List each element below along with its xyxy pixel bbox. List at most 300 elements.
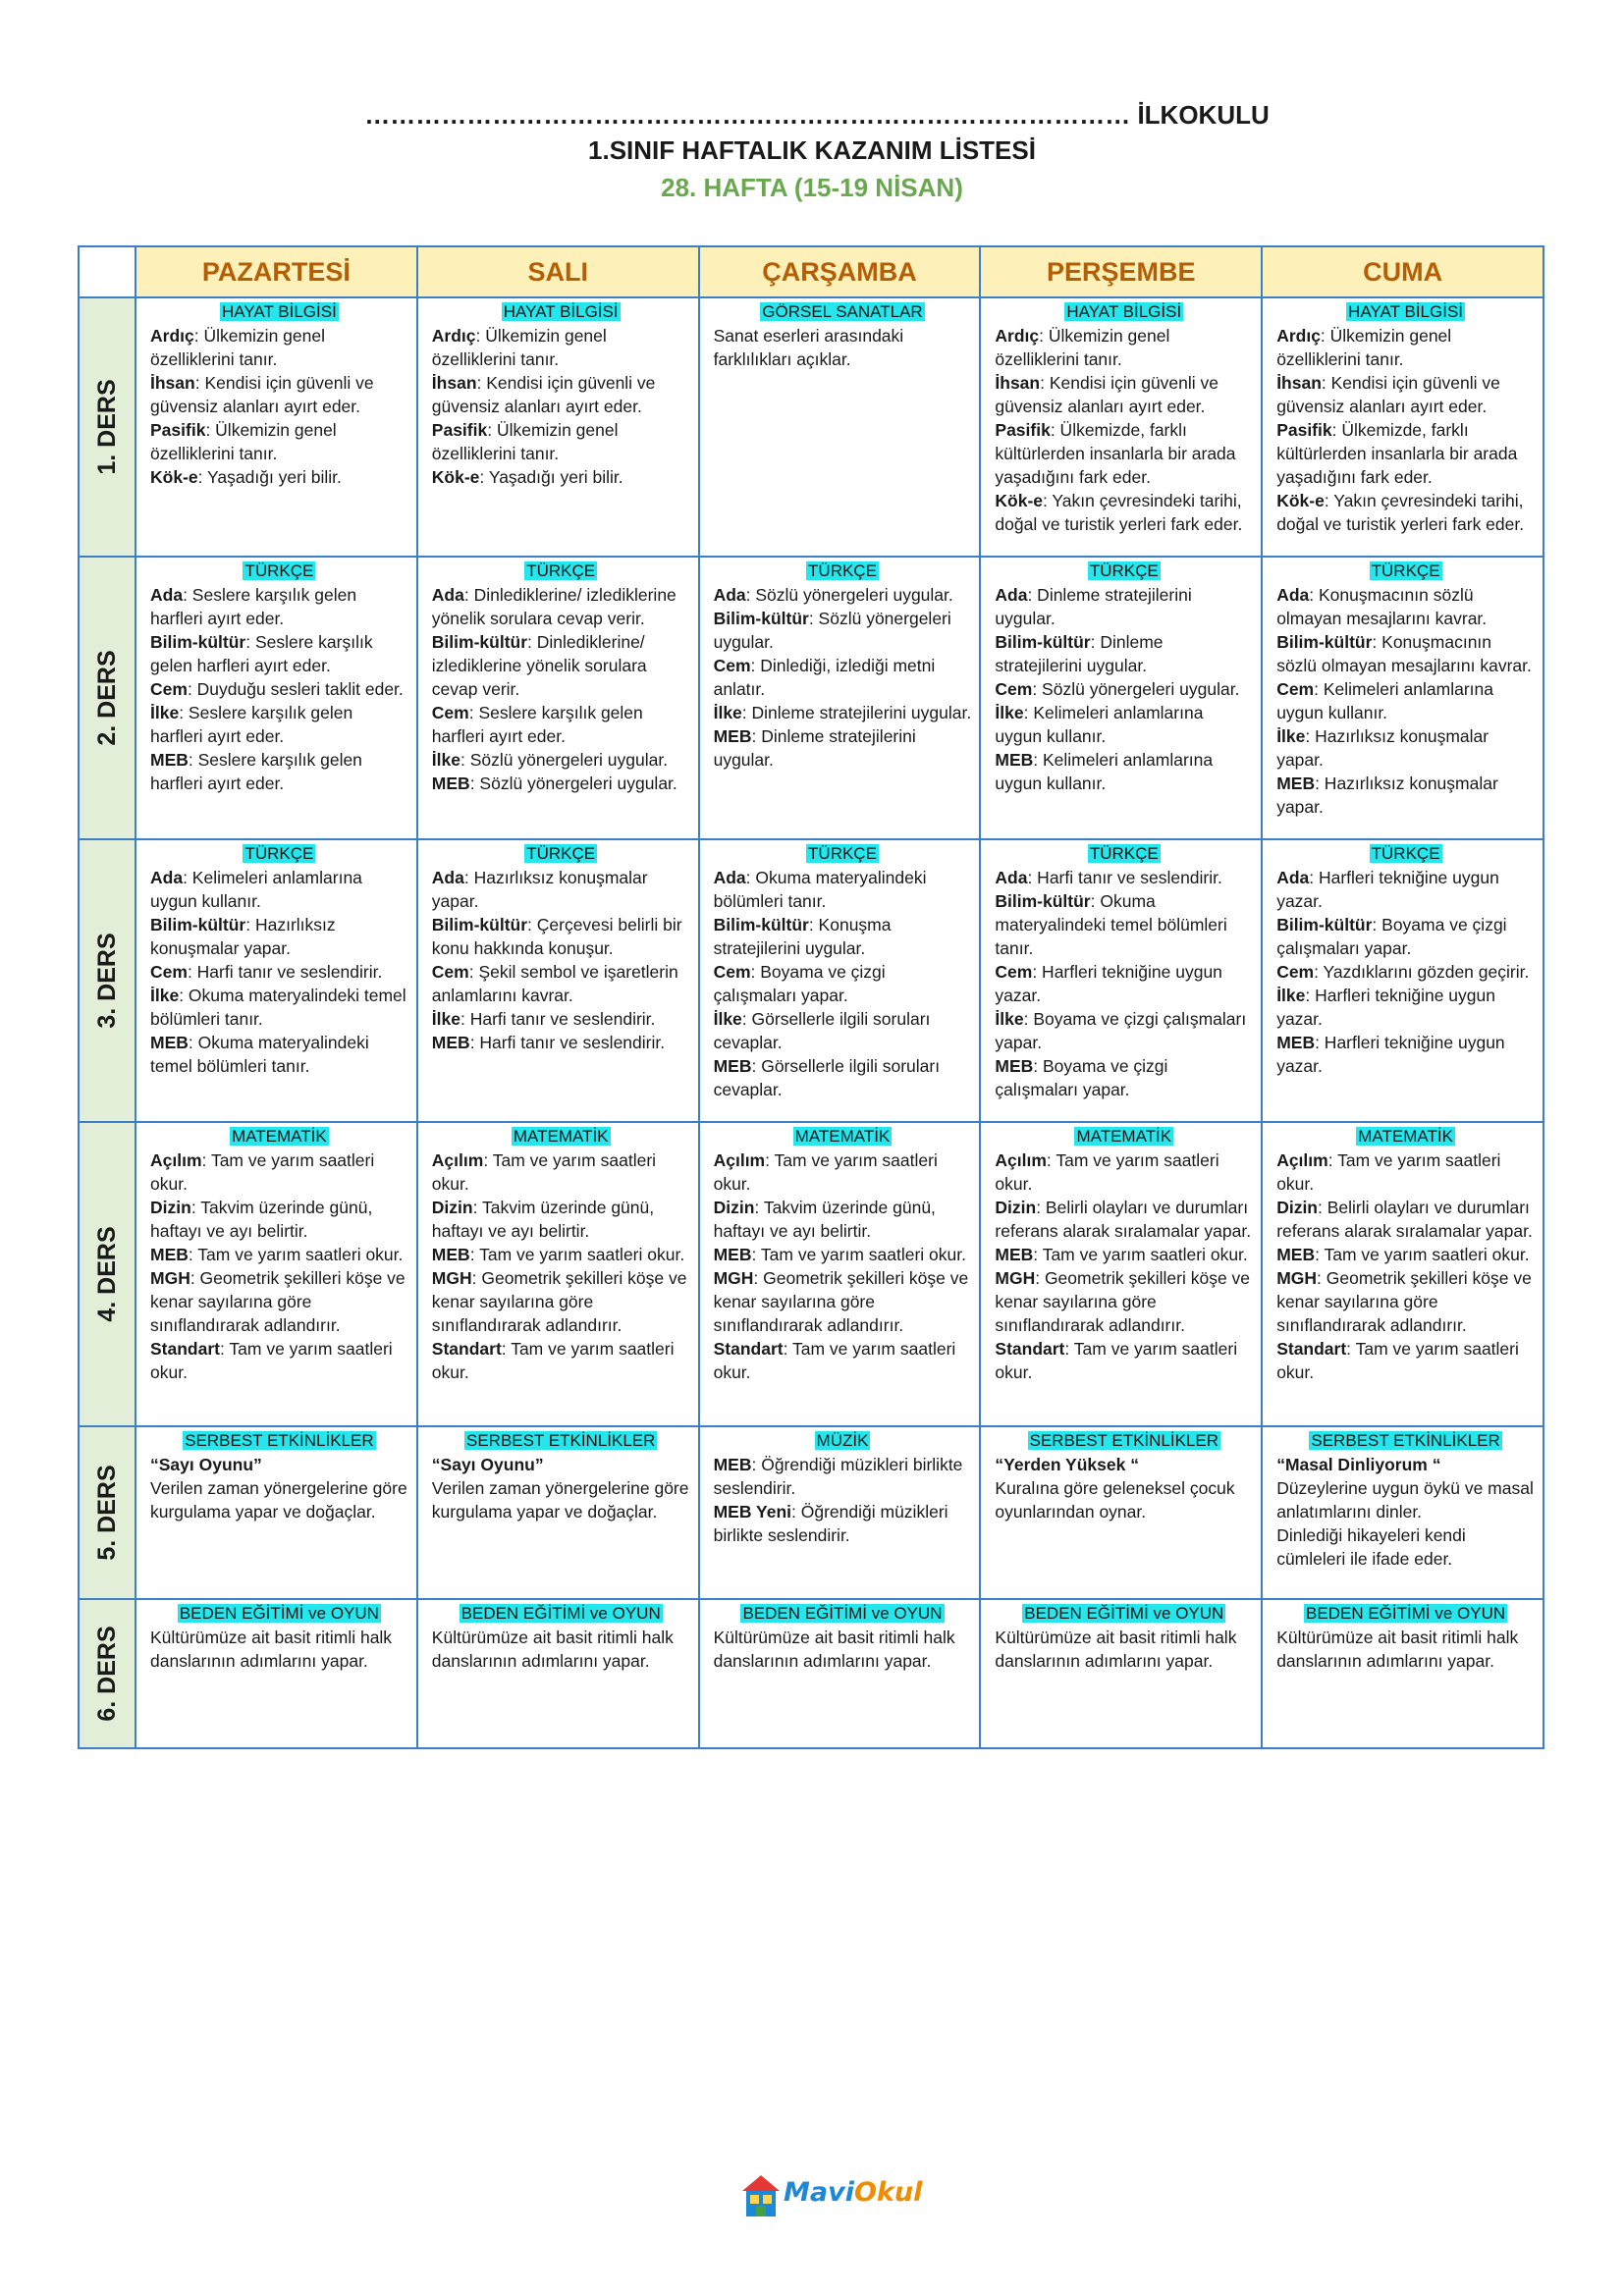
subject-label [432,300,690,323]
publisher-key: Ada [1276,585,1310,605]
outcome-text: : Hazırlıksız konuşmalar yapar. [431,868,648,911]
outcome-text: : Kelimeleri anlamlarına uygun kullanır. [995,750,1214,793]
lesson-cell [417,557,699,839]
subject-highlight: TÜRKÇE [526,844,596,863]
outcome-text: : Dinlediği, izlediği metni anlatır. [713,656,936,699]
outcome-line [432,701,690,748]
outcome-text: : Görsellerle ilgili soruları cevaplar. [713,1009,931,1052]
lesson-cell [417,839,699,1122]
outcome-text: : Seslere karşılık gelen harfleri ayırt eder. [150,585,357,628]
outcome-line [714,724,972,772]
publisher-key: Bilim-kültür [713,609,809,628]
lesson-cell [135,297,417,557]
outcome-text: : Ülkemizde, farklı kültürlerden insanlarla bir arada yaşadığını fark eder. [995,420,1236,487]
outcome-text: : Tam ve yarım saatleri okur. [751,1245,966,1264]
publisher-key: İlke [1276,986,1306,1005]
outcome-text: : Hazırlıksız konuşmalar yapar. [150,915,336,958]
outcome-text: : Tam ve yarım saatleri okur. [995,1150,1219,1194]
publisher-key: Cem [995,962,1033,982]
subject-label [714,1429,972,1452]
outcome-text: : Çerçevesi belirli bir konu hakkında konuşur. [431,915,682,958]
outcome-line [432,1626,690,1673]
publisher-key: MEB [995,1245,1034,1264]
subject-highlight: HAYAT BİLGİSİ [503,302,619,321]
subject-highlight: BEDEN EĞİTİMİ ve OYUN [742,1604,943,1623]
outcome-line [714,1626,972,1673]
outcome-text: : Ülkemizde, farklı kültürlerden insanlarla bir arada yaşadığını fark eder. [1276,420,1518,487]
publisher-key: Ada [431,585,464,605]
outcome-text: : Seslere karşılık gelen harfleri ayırt eder. [431,703,643,746]
publisher-key: Cem [1276,962,1315,982]
maviokul-logo [740,2169,923,2224]
outcome-line [1276,583,1535,630]
outcome-line [714,1500,972,1547]
outcome-text: : Sözlü yönergeleri uygular. [713,609,951,652]
lesson-cell [417,1426,699,1599]
outcome-line [714,960,972,1007]
corner-cell [79,246,135,297]
outcome-line [432,1266,690,1337]
outcome-line [995,583,1253,630]
publisher-key: Bilim-kültür [431,632,528,652]
publisher-key: Standart [995,1339,1065,1359]
publisher-key: Dizin [431,1198,473,1217]
publisher-key: MEB [995,1056,1034,1076]
subject-label [150,300,408,323]
outcome-line [995,1476,1253,1523]
publisher-key: Bilim-kültür [995,891,1091,911]
outcome-line [432,913,690,960]
subject-label [995,300,1253,323]
outcome-line [995,1007,1253,1054]
outcome-text: : Dinleme stratejilerini uygular. [713,726,916,770]
day-header-thursday: PERŞEMBE [980,246,1262,297]
period-cell [79,1599,135,1748]
outcome-line [1276,677,1535,724]
outcome-text: : Kelimeleri anlamlarına uygun kullanır. [1276,679,1493,722]
document-title: 1.SINIF HAFTALIK KAZANIM LİSTESİ [588,135,1036,165]
outcome-text: Kültürümüze ait basit ritimli halk danslarının adımlarını yapar. [1276,1628,1519,1671]
outcome-text: : Takvim üzerinde günü, haftayı ve ayı belirtir. [713,1198,936,1241]
outcome-line [150,1148,408,1196]
lesson-cell [699,557,981,839]
outcome-text: Düzeylerine uygun öykü ve masal anlatımlarını dinler. [1276,1478,1534,1522]
publisher-key: Bilim-kültür [1276,632,1373,652]
lesson-cell [1262,1426,1543,1599]
outcome-line [995,960,1253,1007]
outcome-line [714,1196,972,1243]
schedule-row [79,1122,1543,1426]
publisher-key: Dizin [150,1198,191,1217]
publisher-key: Cem [150,962,188,982]
lesson-cell [699,1426,981,1599]
subject-highlight: BEDEN EĞİTİMİ ve OYUN [1024,1604,1224,1623]
outcome-line [150,465,408,489]
outcome-line [150,371,408,418]
publisher-key: Bilim-kültür [713,915,809,934]
outcome-text: : Ülkemizin genel özelliklerini tanır. [995,326,1170,369]
publisher-key: Cem [1276,679,1315,699]
publisher-key: Cem [431,962,469,982]
outcome-text: : Şekil sembol ve işaretlerin anlamlarını kavrar. [431,962,678,1005]
publisher-key: İlke [995,1009,1024,1029]
publisher-key: Standart [713,1339,784,1359]
day-header-friday: CUMA [1262,246,1543,297]
subject-highlight: MATEMATİK [1076,1127,1172,1146]
outcome-line [714,1337,972,1384]
outcome-line [150,1626,408,1673]
outcome-text: : Okuma materyalindeki bölümleri tanır. [713,868,927,911]
period-label: 4. DERS [93,1226,121,1322]
outcome-line [995,489,1253,536]
outcome-text: Verilen zaman yönergelerine göre kurgulama yapar ve doğaçlar. [431,1478,689,1522]
publisher-key: İlke [995,703,1024,722]
outcome-text: : Takvim üzerinde günü, haftayı ve ayı belirtir. [150,1198,373,1241]
subject-label [995,842,1253,865]
outcome-text: : Harfleri tekniğine uygun yazar. [1276,868,1499,911]
subject-label [150,842,408,865]
subject-label [1276,842,1535,865]
publisher-key: İlke [431,750,460,770]
subject-label [432,1429,690,1452]
outcome-text: : Geometrik şekilleri köşe ve kenar sayılarına göre sınıflandırarak adlandırır. [713,1268,969,1335]
publisher-key: Bilim-kültür [1276,915,1373,934]
period-label: 3. DERS [93,933,121,1029]
outcome-line [150,324,408,371]
outcome-text: : Yakın çevresindeki tarihi, doğal ve turistik yerleri fark eder. [995,491,1243,534]
outcome-text: : Boyama ve çizgi çalışmaları yapar. [713,962,886,1005]
publisher-key: Cem [431,703,469,722]
lesson-cell [980,839,1262,1122]
subject-label [995,1125,1253,1148]
outcome-line [995,1148,1253,1196]
outcome-line [150,960,408,984]
outcome-line [995,1243,1253,1266]
lesson-cell [980,1122,1262,1426]
outcome-line [432,371,690,418]
publisher-key: Bilim-kültür [995,632,1091,652]
outcome-text: : Yakın çevresindeki tarihi, doğal ve turistik yerleri fark eder. [1276,491,1525,534]
publisher-key: Bilim-kültür [431,915,528,934]
outcome-text: : Kendisi için güvenli ve güvensiz alanları ayırt eder. [1276,373,1500,416]
outcome-text: : Tam ve yarım saatleri okur. [150,1339,393,1382]
publisher-key: Ardıç [431,326,476,346]
subject-highlight: MATEMATİK [232,1127,327,1146]
outcome-line [1276,630,1535,677]
outcome-line [995,1054,1253,1101]
outcome-text: : Kelimeleri anlamlarına uygun kullanır. [150,868,362,911]
publisher-key: MEB [150,1033,189,1052]
outcome-line [995,1626,1253,1673]
publisher-key: Ada [713,868,746,887]
outcome-line [432,772,690,795]
outcome-text: : Sözlü yönergeleri uygular. [460,750,669,770]
outcome-line [1276,1243,1535,1266]
outcome-line [995,701,1253,748]
publisher-key: Cem [995,679,1033,699]
subject-label [1276,1125,1535,1148]
outcome-line [1276,1523,1535,1571]
publisher-key: Açılım [995,1150,1047,1170]
subject-highlight: TÜRKÇE [808,844,877,863]
lesson-cell [980,557,1262,839]
outcome-text: : Harfleri tekniğine uygun yazar. [995,962,1222,1005]
lesson-cell [1262,1599,1543,1748]
outcome-line [432,583,690,630]
period-label: 6. DERS [93,1626,121,1722]
outcome-text: : Dinleme stratejilerini uygular. [995,632,1164,675]
outcome-text: : Seslere karşılık gelen harfleri ayırt eder. [150,750,362,793]
outcome-text: : Konuşma stratejilerini uygular. [713,915,892,958]
subject-label [432,560,690,582]
outcome-text: Sanat eserleri arasındaki farklılıkları açıklar. [713,326,904,369]
day-header-wednesday: ÇARŞAMBA [699,246,981,297]
publisher-key: MEB [1276,1245,1316,1264]
publisher-key: Pasifik [150,420,206,440]
subject-label [150,1602,408,1625]
period-cell [79,1122,135,1426]
outcome-line [150,701,408,748]
subject-highlight: BEDEN EĞİTİMİ ve OYUN [1306,1604,1506,1623]
subject-label [714,1125,972,1148]
publisher-key: MEB [713,1056,752,1076]
publisher-key: MGH [431,1268,472,1288]
publisher-key: “Yerden Yüksek “ [995,1455,1139,1474]
subject-highlight: MATEMATİK [794,1127,891,1146]
outcome-line [1276,371,1535,418]
publisher-key: İhsan [1276,373,1322,393]
outcome-line [150,1031,408,1078]
publisher-key: Ardıç [1276,326,1321,346]
outcome-text: Kültürümüze ait basit ritimli halk danslarının adımlarını yapar. [431,1628,674,1671]
subject-label [995,560,1253,582]
publisher-key: MGH [713,1268,754,1288]
outcome-line [150,630,408,677]
outcome-text: : Tam ve yarım saatleri okur. [469,1245,685,1264]
subject-label [432,1602,690,1625]
publisher-key: Standart [150,1339,220,1359]
subject-label [714,300,972,323]
schedule-row [79,557,1543,839]
subject-highlight: HAYAT BİLGİSİ [1348,302,1464,321]
lesson-cell [135,1599,417,1748]
weekly-schedule-table [78,245,1544,1749]
logo-text-okul: Okul [853,2177,923,2208]
outcome-line [1276,324,1535,371]
subject-highlight: BEDEN EĞİTİMİ ve OYUN [460,1604,661,1623]
outcome-text: : Tam ve yarım saatleri okur. [1276,1339,1519,1382]
publisher-key: Ada [995,585,1028,605]
outcome-line [714,1243,972,1266]
lesson-cell [1262,557,1543,839]
subject-label [1276,1429,1535,1452]
outcome-text: : Sözlü yönergeleri uygular. [1032,679,1240,699]
publisher-key: İlke [150,986,180,1005]
publisher-key: Ada [150,868,184,887]
outcome-line [150,1476,408,1523]
outcome-line [714,607,972,654]
outcome-text: : Tam ve yarım saatleri okur. [1276,1150,1501,1194]
outcome-line [1276,866,1535,913]
logo-text-mavi: Mavi [784,2177,854,2208]
subject-label [432,842,690,865]
outcome-line [432,1337,690,1384]
outcome-text: : Harfleri tekniğine uygun yazar. [1276,986,1495,1029]
outcome-text: : Kendisi için güvenli ve güvensiz alanları ayırt eder. [431,373,656,416]
outcome-line [432,1243,690,1266]
outcome-text: : Yazdıklarını gözden geçirir. [1314,962,1530,982]
publisher-key: İlke [713,1009,742,1029]
outcome-text: : Belirli olayları ve durumları referans alarak sıralamalar yapar. [1276,1198,1533,1241]
outcome-text: : Sözlü yönergeleri uygular. [469,774,677,793]
publisher-key: Açılım [150,1150,202,1170]
lesson-cell [1262,839,1543,1122]
outcome-text: : Öğrendiği müzikleri birlikte seslendirir. [713,1502,948,1545]
publisher-key: Kök-e [995,491,1044,510]
publisher-key: Bilim-kültür [150,632,246,652]
subject-highlight: MATEMATİK [1358,1127,1453,1146]
publisher-key: “Masal Dinliyorum “ [1276,1455,1441,1474]
outcome-text: : Takvim üzerinde günü, haftayı ve ayı belirtir. [431,1198,655,1241]
outcome-line [150,1196,408,1243]
outcome-line [150,418,408,465]
outcome-text: : Konuşmacının sözlü olmayan mesajlarını kavrar. [1276,632,1532,675]
outcome-text: : Harfi tanır ve seslendirir. [1027,868,1222,887]
publisher-key: İhsan [431,373,477,393]
outcome-text: : Tam ve yarım saatleri okur. [150,1150,375,1194]
subject-highlight: TÜRKÇE [526,561,596,580]
outcome-line [1276,1337,1535,1384]
publisher-key: Açılım [713,1150,766,1170]
publisher-key: Ada [431,868,464,887]
subject-label [432,1125,690,1148]
lesson-cell [980,1599,1262,1748]
outcome-text: : Duyduğu sesleri taklit eder. [187,679,404,699]
schedule-row [79,1426,1543,1599]
subject-highlight: TÜRKÇE [1371,561,1440,580]
week-label: 28. HAFTA (15-19 NİSAN) [661,173,963,202]
publisher-key: MGH [1276,1268,1318,1288]
outcome-text: : Geometrik şekilleri köşe ve kenar sayılarına göre sınıflandırarak adlandırır. [1276,1268,1532,1335]
outcome-text: : Boyama ve çizgi çalışmaları yapar. [995,1056,1168,1099]
subject-highlight: SERBEST ETKİNLİKLER [185,1431,374,1450]
publisher-key: Ardıç [150,326,194,346]
outcome-line [714,1054,972,1101]
outcome-line [150,1266,408,1337]
publisher-key: Ada [713,585,746,605]
outcome-text: : Tam ve yarım saatleri okur. [431,1339,675,1382]
outcome-text: Kültürümüze ait basit ritimli halk danslarının adımlarını yapar. [150,1628,393,1671]
outcome-text: Kuralına göre geleneksel çocuk oyunlarından oynar. [995,1478,1235,1522]
publisher-key: MGH [150,1268,190,1288]
outcome-line [432,748,690,772]
outcome-line [995,866,1253,889]
publisher-key: Ada [150,585,184,605]
period-label: 2. DERS [93,650,121,746]
publisher-key: Ardıç [995,326,1040,346]
lesson-cell [135,557,417,839]
outcome-text: : Harfi tanır ve seslendirir. [187,962,383,982]
publisher-key: MEB [713,726,752,746]
publisher-key: MEB [995,750,1034,770]
outcome-text: : Kendisi için güvenli ve güvensiz alanları ayırt eder. [150,373,374,416]
outcome-text: : Tam ve yarım saatleri okur. [995,1339,1238,1382]
outcome-line [150,1337,408,1384]
subject-highlight: TÜRKÇE [244,844,314,863]
outcome-line [432,1148,690,1196]
outcome-line [1276,960,1535,984]
publisher-key: İlke [713,703,742,722]
outcome-text: : Dinleme stratejilerini uygular. [995,585,1192,628]
subject-label [995,1429,1253,1452]
outcome-line [150,1243,408,1266]
outcome-line [995,1453,1253,1476]
subject-label [995,1602,1253,1625]
schedule-row [79,297,1543,557]
outcome-text: : Ülkemizin genel özelliklerini tanır. [150,326,325,369]
outcome-line [714,1453,972,1500]
period-cell [79,839,135,1122]
publisher-key: Açılım [1276,1150,1328,1170]
lesson-cell [699,297,981,557]
outcome-text: Kültürümüze ait basit ritimli halk danslarının adımlarını yapar. [995,1628,1237,1671]
outcome-line [432,630,690,701]
outcome-text: : Ülkemizin genel özelliklerini tanır. [431,326,607,369]
lesson-cell [1262,297,1543,557]
lesson-cell [699,839,981,1122]
publisher-key: Ada [995,868,1028,887]
publisher-key: Standart [431,1339,502,1359]
publisher-key: İhsan [150,373,195,393]
lesson-cell [699,1122,981,1426]
subject-highlight: TÜRKÇE [1371,844,1440,863]
outcome-line [995,677,1253,701]
outcome-text: Dinlediği hikayeleri kendi cümleleri ile ifade eder. [1276,1525,1466,1569]
outcome-text: : Boyama ve çizgi çalışmaları yapar. [1276,915,1507,958]
outcome-line [1276,984,1535,1031]
period-label: 5. DERS [93,1465,121,1561]
lesson-cell [135,839,417,1122]
outcome-line [714,701,972,724]
subject-highlight: HAYAT BİLGİSİ [1066,302,1182,321]
publisher-key: Pasifik [1276,420,1332,440]
lesson-cell [1262,1122,1543,1426]
publisher-key: MEB [713,1245,752,1264]
outcome-line [995,1337,1253,1384]
outcome-line [150,677,408,701]
lesson-cell [699,1599,981,1748]
subject-highlight: SERBEST ETKİNLİKLER [1029,1431,1218,1450]
outcome-line [432,1031,690,1054]
outcome-line [714,1007,972,1054]
publisher-key: MEB [431,1033,470,1052]
subject-highlight: TÜRKÇE [244,561,314,580]
school-name-line: ……………………………………………………………………………… İLKOKULU [364,100,1270,130]
document-header [0,98,1624,206]
outcome-line [1276,1031,1535,1078]
lesson-cell [135,1426,417,1599]
outcome-line [432,324,690,371]
subject-label [714,842,972,865]
subject-highlight: TÜRKÇE [1089,561,1159,580]
outcome-line [995,889,1253,960]
outcome-text: : Yaşadığı yeri bilir. [479,467,623,487]
publisher-key: MEB Yeni [713,1502,792,1522]
subject-highlight: SERBEST ETKİNLİKLER [1311,1431,1500,1450]
publisher-key: Dizin [713,1198,755,1217]
publisher-key: Pasifik [995,420,1051,440]
outcome-text: : Sözlü yönergeleri uygular. [745,585,953,605]
